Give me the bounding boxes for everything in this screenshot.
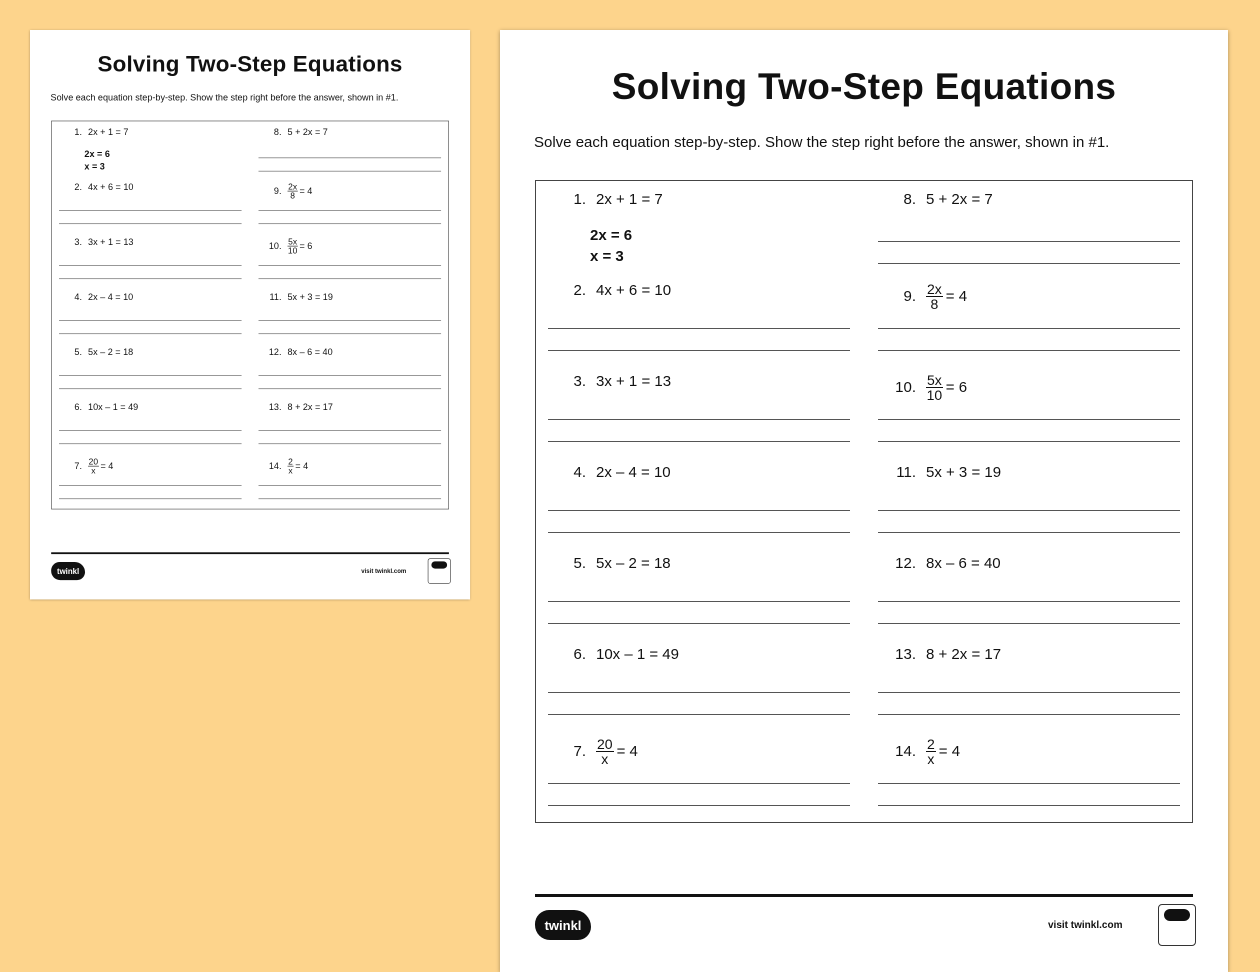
equation-text: 5 + 2x = 7 <box>287 127 328 138</box>
problem-item <box>556 727 858 818</box>
problem-item <box>886 363 1188 454</box>
problem-number: 10. <box>268 240 282 252</box>
answer-line <box>548 510 850 511</box>
answer-line <box>259 485 442 486</box>
fraction <box>926 373 943 402</box>
equation-text: = 4 <box>938 743 961 760</box>
problems-box <box>535 180 1193 823</box>
visit-link: visit twinkl.com <box>1048 920 1123 931</box>
problem-item <box>263 396 446 451</box>
problem-number: 11. <box>896 464 916 481</box>
answer-line <box>59 333 242 334</box>
problem-number: 5. <box>74 347 82 358</box>
answer-line <box>59 430 242 431</box>
problem-item <box>263 231 446 286</box>
problem-item <box>556 272 858 363</box>
answer-line <box>548 419 850 420</box>
problem-number: 9. <box>273 185 282 197</box>
problem-item <box>263 341 446 396</box>
problem-number: 6. <box>573 646 586 663</box>
numerator: 2x <box>288 181 298 192</box>
numerator: 20 <box>88 456 99 467</box>
denominator: 10 <box>926 387 943 403</box>
answer-line <box>878 601 1180 602</box>
equation-text: 8 + 2x = 17 <box>926 646 1002 663</box>
problem-item <box>556 636 858 727</box>
answer-line <box>59 278 242 279</box>
answer-line <box>878 714 1180 715</box>
problem-number: 8. <box>273 127 282 138</box>
answer-line <box>59 265 242 266</box>
answer-line <box>259 223 442 224</box>
worksheet-preview-large <box>500 30 1228 972</box>
footer-divider <box>535 894 1193 897</box>
fraction <box>926 282 943 311</box>
answer-line <box>259 265 442 266</box>
answer-line <box>878 510 1180 511</box>
problem-number: 13. <box>895 646 916 663</box>
problem-item <box>263 176 446 231</box>
numerator: 2 <box>927 736 935 752</box>
problem-number: 5. <box>573 555 586 572</box>
answer-line <box>548 623 850 624</box>
problem-number: 10. <box>895 379 916 396</box>
equation-text: = 4 <box>945 288 968 305</box>
problem-item <box>64 121 247 176</box>
twinkl-logo: twinkl <box>535 910 591 940</box>
numerator: 2 <box>288 456 293 467</box>
answer-line <box>548 714 850 715</box>
equation-text: 2x – 4 = 10 <box>596 464 671 481</box>
quality-badge-icon <box>1158 904 1196 946</box>
fraction <box>88 457 99 475</box>
fraction <box>596 737 614 766</box>
problem-item <box>556 545 858 636</box>
problem-number: 2. <box>74 182 82 193</box>
worksheet-title: Solving Two-Step Equations <box>97 51 403 77</box>
problem-number: 2. <box>573 282 586 299</box>
problem-number: 3. <box>74 237 82 248</box>
visit-link: visit twinkl.com <box>361 568 407 575</box>
answer-line <box>548 441 850 442</box>
problem-item <box>886 727 1188 818</box>
equation-text: = 6 <box>945 379 968 396</box>
problems-box <box>51 121 449 510</box>
problem-item <box>886 545 1188 636</box>
worksheet-preview-small <box>30 30 470 599</box>
answer-line <box>259 171 442 172</box>
worksheet-title: Solving Two-Step Equations <box>611 66 1117 107</box>
answer-line <box>548 532 850 533</box>
problem-number: 6. <box>74 402 82 413</box>
equation-text: 4x + 6 = 10 <box>88 182 134 193</box>
problem-number: 4. <box>74 292 82 303</box>
twinkl-logo: twinkl <box>51 562 85 580</box>
answer-line <box>259 333 442 334</box>
answer-line <box>59 320 242 321</box>
problem-number: 4. <box>573 464 586 481</box>
equation-text: 5x + 3 = 19 <box>926 464 1002 481</box>
numerator: 2x <box>927 281 942 297</box>
equation-text: 10x – 1 = 49 <box>596 646 679 663</box>
equation-text: 5x + 3 = 19 <box>287 292 333 303</box>
problem-item <box>263 451 446 506</box>
answer-line <box>548 783 850 784</box>
numerator: 5x <box>927 372 942 388</box>
denominator: x <box>601 751 609 767</box>
equation-text: 5x – 2 = 18 <box>596 555 671 572</box>
equation-text: = 4 <box>295 461 309 472</box>
equation-text: 10x – 1 = 49 <box>88 402 139 413</box>
answer-line <box>878 441 1180 442</box>
answer-line <box>548 350 850 351</box>
answer-line <box>59 485 242 486</box>
quality-badge-icon <box>428 558 451 583</box>
equation-text: 3x + 1 = 13 <box>596 373 672 390</box>
answer-line <box>259 320 442 321</box>
answer-line <box>259 443 442 444</box>
equation-text: 2x + 1 = 7 <box>596 191 663 208</box>
equation-text: 8 + 2x = 17 <box>287 402 333 413</box>
problem-number: 9. <box>903 288 916 305</box>
problem-item <box>64 286 247 341</box>
denominator: 10 <box>287 245 298 256</box>
numerator: 5x <box>288 236 298 247</box>
answer-line <box>878 692 1180 693</box>
problem-item <box>64 396 247 451</box>
answer-line <box>59 388 242 389</box>
problem-item <box>886 272 1188 363</box>
denominator: x <box>927 751 935 767</box>
instructions: Solve each equation step-by-step. Show the step right before the answer, shown in #1. <box>534 134 1110 151</box>
answer-line <box>878 241 1180 242</box>
problem-number: 11. <box>269 292 282 303</box>
problem-number: 3. <box>573 373 586 390</box>
problem-number: 12. <box>895 555 916 572</box>
answer-line <box>878 623 1180 624</box>
numerator: 20 <box>597 736 613 752</box>
problem-item <box>263 286 446 341</box>
answer-line <box>259 375 442 376</box>
answer-line <box>59 498 242 499</box>
problem-number: 13. <box>268 402 282 413</box>
fraction <box>288 182 298 200</box>
answer-line <box>878 532 1180 533</box>
answer-line <box>878 783 1180 784</box>
answer-line <box>878 328 1180 329</box>
problem-item <box>64 231 247 286</box>
equation-text: 3x + 1 = 13 <box>88 237 134 248</box>
answer-line <box>878 805 1180 806</box>
problem-item <box>64 451 247 506</box>
answer-line <box>548 692 850 693</box>
equation-text: = 6 <box>299 240 313 252</box>
example-answer: x = 3 <box>84 161 105 173</box>
answer-line <box>259 388 442 389</box>
problem-item <box>64 341 247 396</box>
answer-line <box>878 419 1180 420</box>
problem-item <box>556 363 858 454</box>
problem-number: 8. <box>903 191 916 208</box>
denominator: x <box>91 465 96 476</box>
problem-number: 14. <box>268 461 282 472</box>
equation-text: = 4 <box>616 743 638 760</box>
equation-text: = 4 <box>100 461 114 472</box>
denominator: 8 <box>930 296 939 312</box>
equation-text: 8x – 6 = 40 <box>287 347 333 358</box>
equation-text: 2x + 1 = 7 <box>88 127 129 138</box>
equation-text: 5x – 2 = 18 <box>88 347 134 358</box>
answer-line <box>259 430 442 431</box>
answer-line <box>878 350 1180 351</box>
problem-item <box>886 636 1188 727</box>
equation-text: = 4 <box>299 185 313 197</box>
footer-divider <box>51 552 449 554</box>
problem-item <box>886 181 1188 272</box>
problem-number: 14. <box>895 743 916 760</box>
answer-line <box>259 210 442 211</box>
problem-item <box>263 121 446 176</box>
example-answer: x = 3 <box>590 248 624 265</box>
problem-item <box>556 181 858 272</box>
problem-item <box>556 454 858 545</box>
instructions: Solve each equation step-by-step. Show the step right before the answer, shown in #1. <box>50 92 399 104</box>
answer-line <box>259 498 442 499</box>
denominator: 8 <box>290 190 295 201</box>
fraction <box>288 237 298 255</box>
answer-line <box>548 328 850 329</box>
problem-number: 1. <box>74 127 82 138</box>
answer-line <box>59 375 242 376</box>
denominator: x <box>288 465 293 476</box>
equation-text: 4x + 6 = 10 <box>596 282 672 299</box>
answer-line <box>59 223 242 224</box>
fraction <box>926 737 936 766</box>
answer-line <box>59 210 242 211</box>
equation-text: 8x – 6 = 40 <box>926 555 1001 572</box>
answer-line <box>59 443 242 444</box>
problem-number: 12. <box>268 347 282 358</box>
problem-number: 1. <box>573 191 586 208</box>
example-step: 2x = 6 <box>590 227 633 244</box>
problem-number: 7. <box>74 461 82 472</box>
problem-number: 7. <box>573 743 586 760</box>
equation-text: 2x – 4 = 10 <box>88 292 134 303</box>
example-step: 2x = 6 <box>84 149 110 160</box>
equation-text: 5 + 2x = 7 <box>926 191 993 208</box>
answer-line <box>878 263 1180 264</box>
problem-item <box>886 454 1188 545</box>
answer-line <box>548 805 850 806</box>
answer-line <box>259 278 442 279</box>
fraction <box>288 457 294 475</box>
answer-line <box>259 158 442 159</box>
answer-line <box>548 601 850 602</box>
problem-item <box>64 176 247 231</box>
